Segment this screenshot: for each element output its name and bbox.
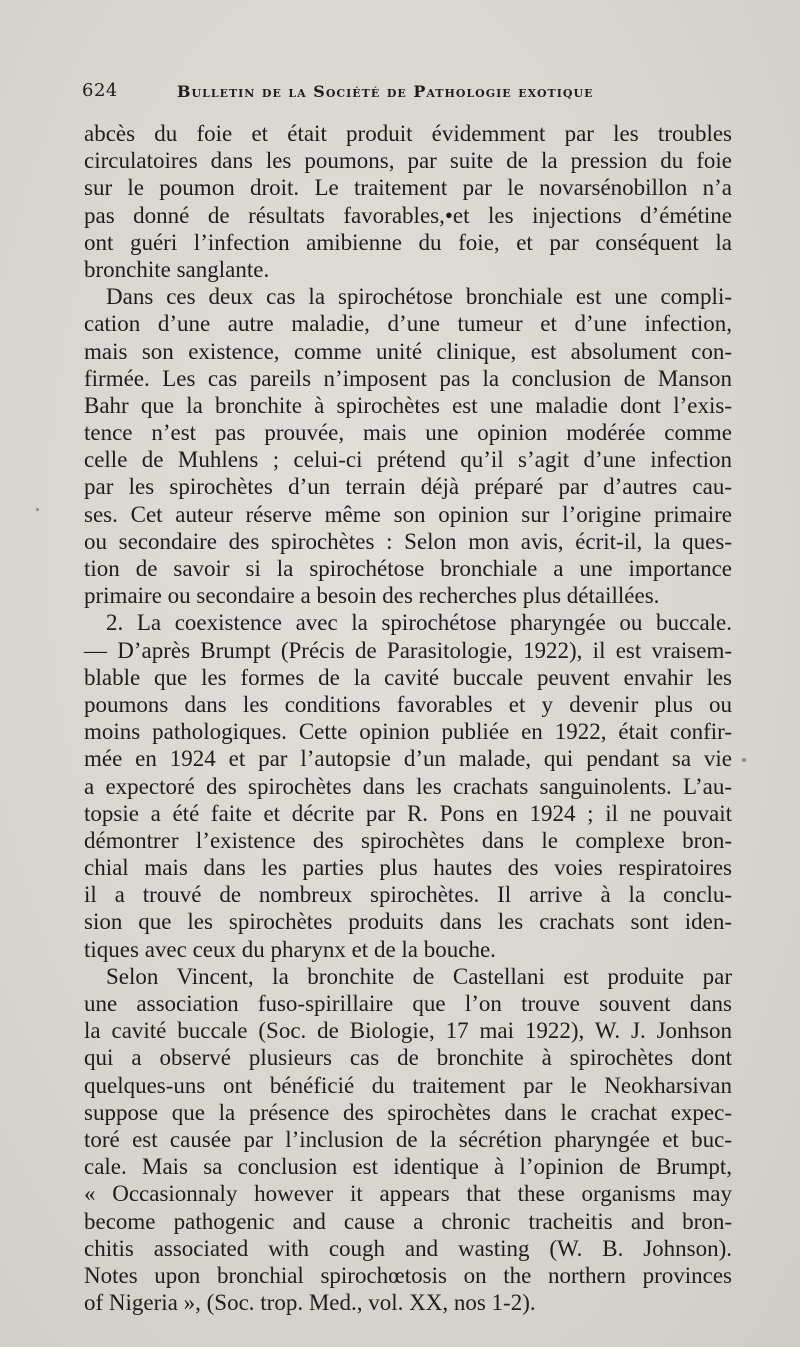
- text-line: of Nigeria », (Soc. trop. Med., vol. XX, nos 1-2).: [84, 1290, 536, 1316]
- text-line: ont guéri l’infection amibienne du foie, et par conséquent la: [84, 229, 732, 255]
- text-line: chitis associated with cough and wasting (W. B. Johnson).: [84, 1235, 732, 1261]
- text-line: qui a observé plusieurs cas de bronchite à spirochètes dont: [84, 1045, 732, 1071]
- text-line: Bahr que la bronchite à spirochètes est une maladie dont l’exis-: [84, 392, 732, 418]
- text-line: tiques avec ceux du pharynx et de la bouche.: [84, 936, 496, 962]
- text-line: a expectoré des spirochètes dans les crachats sanguinolents. L’au-: [84, 773, 732, 799]
- page-number: 624: [82, 80, 118, 101]
- text-line: moins pathologiques. Cette opinion publiée en 1922, était confir-: [84, 719, 732, 745]
- text-line: abcès du foie et était produit évidemment par les troubles: [84, 121, 732, 146]
- text-line: poumons dans les conditions favorables et y devenir plus ou: [84, 691, 732, 717]
- text-line: mée en 1924 et par l’autopsie d’un malade, qui pendant sa vie: [84, 746, 732, 772]
- text-line: cation d’une autre maladie, d’une tumeur et d’une infection,: [84, 311, 732, 337]
- text-line: il a trouvé de nombreux spirochètes. Il arrive à la conclu-: [84, 882, 732, 908]
- text-line: ou secondaire des spirochètes : Selon mon avis, écrit-il, la ques-: [84, 528, 732, 554]
- text-line: pas donné de résultats favorables,•et les injections d’émétine: [84, 202, 732, 228]
- text-line: celle de Muhlens ; celui-ci prétend qu’il s’agit d’une infection: [84, 447, 732, 473]
- text-line: primaire ou secondaire a besoin des recherches plus détaillées.: [84, 583, 660, 609]
- text-line: mais son existence, comme unité clinique, est absolument con-: [84, 338, 732, 364]
- text-line: quelques-uns ont bénéficié du traitement par le Neokharsivan: [84, 1072, 732, 1098]
- text-line: Dans ces deux cas la spirochétose bronchiale est une compli-: [106, 284, 732, 310]
- text-line: sur le poumon droit. Le traitement par le novarsénobillon n’a: [84, 175, 732, 201]
- text-line: 2. La coexistence avec la spirochétose pharyngée ou buccale.: [106, 610, 732, 636]
- text-line: démontrer l’existence des spirochètes dans le complexe bron-: [84, 827, 732, 853]
- speck: [742, 758, 746, 762]
- text-line: tence n’est pas prouvée, mais une opinion modérée comme: [84, 420, 732, 446]
- text-line: « Occasionnaly however it appears that these organisms may: [84, 1181, 732, 1207]
- text-line: une association fuso-spirillaire que l’on trouve souvent dans: [84, 991, 732, 1016]
- running-header: [82, 78, 732, 104]
- text-line: Selon Vincent, la bronchite de Castellani est produite par: [106, 963, 732, 989]
- text-line: circulatoires dans les poumons, par suite de la pression du foie: [84, 148, 732, 174]
- text-line: become pathogenic and cause a chronic tracheitis and bron-: [84, 1208, 732, 1234]
- text-line: suppose que la présence des spirochètes dans le crachat expec-: [84, 1099, 732, 1125]
- text-line: bronchite sanglante.: [84, 256, 270, 282]
- text-line: — D’après Brumpt (Précis de Parasitologie, 1922), il est vraisem-: [84, 637, 732, 663]
- text-line: Notes upon bronchial spirochœtosis on the northern provinces: [84, 1262, 732, 1288]
- text-line: chial mais dans les parties plus hautes des voies respiratoires: [84, 855, 732, 881]
- text-line: topsie a été faite et décrite par R. Pons en 1924 ; il ne pouvait: [84, 800, 732, 826]
- speck: [36, 508, 39, 511]
- text-line: blable que les formes de la cavité buccale peuvent envahir les: [84, 664, 732, 690]
- article-body: [84, 120, 732, 1316]
- text-line: cale. Mais sa conclusion est identique à l’opinion de Brumpt,: [84, 1154, 732, 1180]
- text-line: toré est causée par l’inclusion de la sécrétion pharyngée et buc-: [84, 1126, 732, 1152]
- text-line: ses. Cet auteur réserve même son opinion sur l’origine primaire: [84, 501, 732, 527]
- text-line: la cavité buccale (Soc. de Biologie, 17 mai 1922), W. J. Jonhson: [84, 1018, 732, 1044]
- text-line: par les spirochètes d’un terrain déjà préparé par d’autres cau-: [84, 474, 732, 500]
- text-line: tion de savoir si la spirochétose bronchiale a une importance: [84, 556, 732, 581]
- text-line: firmée. Les cas pareils n’imposent pas la conclusion de Manson: [84, 365, 732, 391]
- text-line: sion que les spirochètes produits dans les crachats sont iden-: [84, 909, 732, 935]
- journal-title: Bulletin de la Société de Pathologie exotique: [177, 82, 594, 101]
